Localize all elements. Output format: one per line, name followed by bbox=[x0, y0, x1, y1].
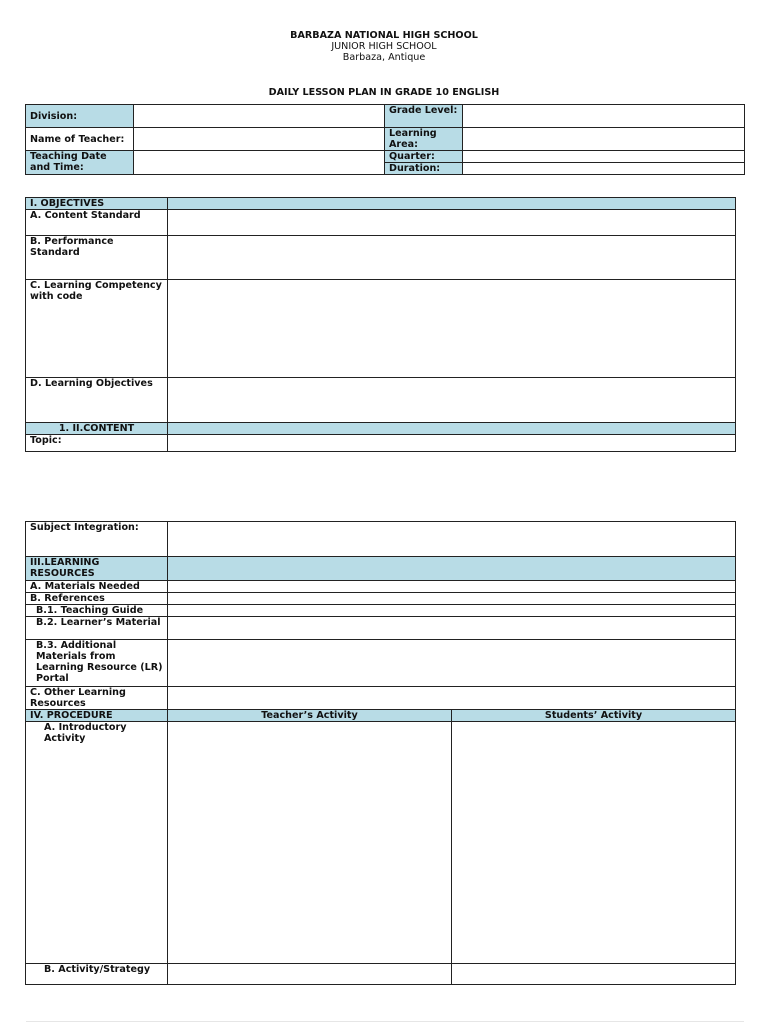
division-field[interactable] bbox=[134, 105, 385, 128]
objectives-heading: I. OBJECTIVES bbox=[26, 198, 168, 210]
other-resources-label: C. Other Learning Resources bbox=[26, 687, 168, 710]
quarter-field[interactable] bbox=[463, 151, 745, 163]
content-standard-field[interactable] bbox=[168, 210, 736, 236]
subject-integration-label: Subject Integration: bbox=[26, 522, 168, 557]
additional-materials-label: B.3. Additional Materials from Learning Resource (LR) Portal bbox=[26, 640, 168, 687]
teacher-name-field[interactable] bbox=[134, 128, 385, 151]
procedure-heading: IV. PROCEDURE bbox=[26, 710, 168, 722]
division-label: Division: bbox=[26, 105, 134, 128]
activity-strategy-label: B. Activity/Strategy bbox=[26, 964, 168, 985]
additional-materials-field[interactable] bbox=[168, 640, 736, 687]
learning-resources-heading-fill bbox=[168, 557, 736, 581]
page-bottom-divider bbox=[26, 1021, 744, 1022]
materials-needed-label: A. Materials Needed bbox=[26, 581, 168, 593]
learners-material-field[interactable] bbox=[168, 617, 736, 640]
teacher-name-label: Name of Teacher: bbox=[26, 128, 134, 151]
grade-level-field[interactable] bbox=[463, 105, 745, 128]
teaching-date-label: Teaching Date and Time: bbox=[26, 151, 134, 175]
content-heading: 1. II.CONTENT bbox=[26, 423, 168, 435]
content-standard-label: A. Content Standard bbox=[26, 210, 168, 236]
objectives-table bbox=[25, 197, 736, 452]
learning-competency-field[interactable] bbox=[168, 280, 736, 378]
learning-resources-heading: III.LEARNING RESOURCES bbox=[26, 557, 168, 581]
performance-standard-label: B. Performance Standard bbox=[26, 236, 168, 280]
learning-competency-label: C. Learning Competency with code bbox=[26, 280, 168, 378]
topic-field[interactable] bbox=[168, 435, 736, 452]
school-name: BARBAZA NATIONAL HIGH SCHOOL bbox=[290, 30, 478, 41]
materials-needed-field[interactable] bbox=[168, 581, 736, 593]
learning-objectives-label: D. Learning Objectives bbox=[26, 378, 168, 423]
learners-material-label: B.2. Learner’s Material bbox=[26, 617, 168, 640]
topic-label: Topic: bbox=[26, 435, 168, 452]
students-activity-header: Students’ Activity bbox=[452, 710, 736, 722]
teacher-info-table bbox=[25, 104, 745, 175]
content-heading-fill bbox=[168, 423, 736, 435]
lesson-plan-title: DAILY LESSON PLAN IN GRADE 10 ENGLISH bbox=[268, 87, 500, 98]
references-field[interactable] bbox=[168, 593, 736, 605]
other-resources-field[interactable] bbox=[168, 687, 736, 710]
duration-field[interactable] bbox=[463, 163, 745, 175]
quarter-label: Quarter: bbox=[385, 151, 463, 163]
resources-procedure-table bbox=[25, 521, 736, 985]
references-label: B. References bbox=[26, 593, 168, 605]
learning-objectives-field[interactable] bbox=[168, 378, 736, 423]
activity-strategy-teacher-field[interactable] bbox=[168, 964, 452, 985]
learning-area-field[interactable] bbox=[463, 128, 745, 151]
school-location: Barbaza, Antique bbox=[342, 52, 426, 63]
duration-label: Duration: bbox=[385, 163, 463, 175]
learning-area-label: Learning Area: bbox=[385, 128, 463, 151]
introductory-teacher-field[interactable] bbox=[168, 722, 452, 964]
teaching-guide-field[interactable] bbox=[168, 605, 736, 617]
introductory-activity-label: A. Introductory Activity bbox=[26, 722, 168, 964]
department-name: JUNIOR HIGH SCHOOL bbox=[331, 41, 437, 52]
teaching-guide-label: B.1. Teaching Guide bbox=[26, 605, 168, 617]
teaching-date-field[interactable] bbox=[134, 151, 385, 175]
teacher-activity-header: Teacher’s Activity bbox=[168, 710, 452, 722]
performance-standard-field[interactable] bbox=[168, 236, 736, 280]
introductory-students-field[interactable] bbox=[452, 722, 736, 964]
subject-integration-field[interactable] bbox=[168, 522, 736, 557]
objectives-heading-fill bbox=[168, 198, 736, 210]
grade-level-label: Grade Level: bbox=[385, 105, 463, 128]
activity-strategy-students-field[interactable] bbox=[452, 964, 736, 985]
